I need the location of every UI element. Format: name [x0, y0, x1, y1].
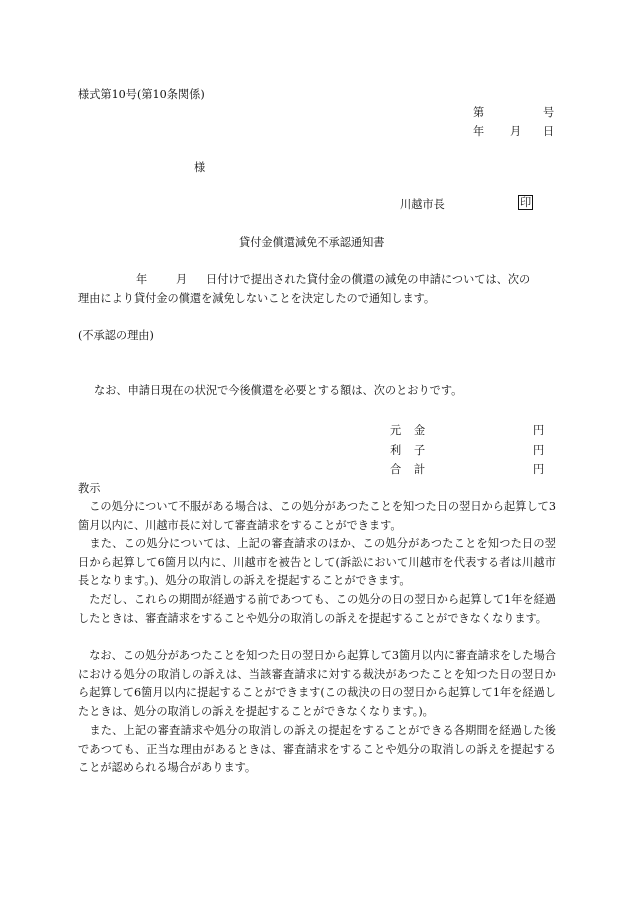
addressee-suffix: 様 — [194, 161, 206, 174]
body-year: 年 — [136, 273, 148, 286]
document-number-suffix: 号 — [543, 106, 555, 119]
amount-unit: 円 — [533, 424, 545, 437]
seal-text: 印 — [520, 196, 532, 209]
amount-label-1: 元 — [390, 424, 402, 437]
notice-paragraph-5: また、上記の審査請求や処分の取消しの訴えの提起をすることができる各期間を経過した後であつても、正当な理由があるときは、審査請求をすることや処分の取消しの訴えを提起することが認められる場合があります。 — [78, 724, 556, 775]
notice-paragraph-1: この処分について不服がある場合は、この処分があつたことを知つた日の翌日から起算して3箇月以内に、川越市長に対して審査請求をすることができます。 — [78, 500, 556, 532]
body-month: 月 — [176, 273, 188, 286]
reason-heading: (不承認の理由) — [78, 329, 154, 342]
form-label: 様式第10号(第10条関係) — [78, 88, 205, 101]
amount-label-2: 子 — [414, 444, 426, 457]
body-line-1: 日付けで提出された貸付金の償還の減免の申請については、次の — [206, 273, 531, 286]
sender-name: 川越市長 — [400, 198, 445, 211]
document-title: 貸付金償還減免不承認通知書 — [239, 236, 385, 249]
amount-intro: なお、申請日現在の状況で今後償還を必要とする額は、次のとおりです。 — [94, 384, 463, 397]
notice-paragraph-4: なお、この処分があつたことを知つた日の翌日から起算して3箇月以内に審査請求をした場合における処分の取消しの訴えは、当該審査請求に対する裁決があつたことを知つた日の翌日から起算して6箇月以内に提起することができます(この裁決の日の翌日から起算して1年を経過したときは、処分の取消しの訴えを提起することができなくなります。)。 — [78, 649, 556, 718]
notice-paragraph-3: ただし、これらの期間が経過する前であつても、この処分の日の翌日から起算して1年を経過したときは、審査請求をすることや処分の取消しの訴えを提起することができなくなります。 — [78, 593, 556, 625]
seal-mark — [518, 195, 533, 210]
date-month: 月 — [510, 125, 522, 138]
amount-label-1: 合 — [390, 463, 402, 476]
date-day: 日 — [543, 125, 555, 138]
amount-label-1: 利 — [390, 444, 402, 457]
amount-label-2: 計 — [414, 463, 426, 476]
body-line-2: 理由により貸付金の償還を減免しないことを決定したので通知します。 — [78, 292, 436, 305]
notice-paragraph-2: また、この処分については、上記の審査請求のほか、この処分があつたことを知つた日の翌日から起算して6箇月以内に、川越市を被告として(訴訟において川越市を代表する者は川越市長となります。)、処分の取消しの訴えを提起することができます。 — [78, 537, 556, 588]
amount-unit: 円 — [533, 463, 545, 476]
amount-unit: 円 — [533, 444, 545, 457]
notice-heading: 教示 — [78, 482, 101, 495]
document-number-prefix: 第 — [473, 106, 485, 119]
date-year: 年 — [473, 125, 485, 138]
amount-label-2: 金 — [414, 424, 426, 437]
